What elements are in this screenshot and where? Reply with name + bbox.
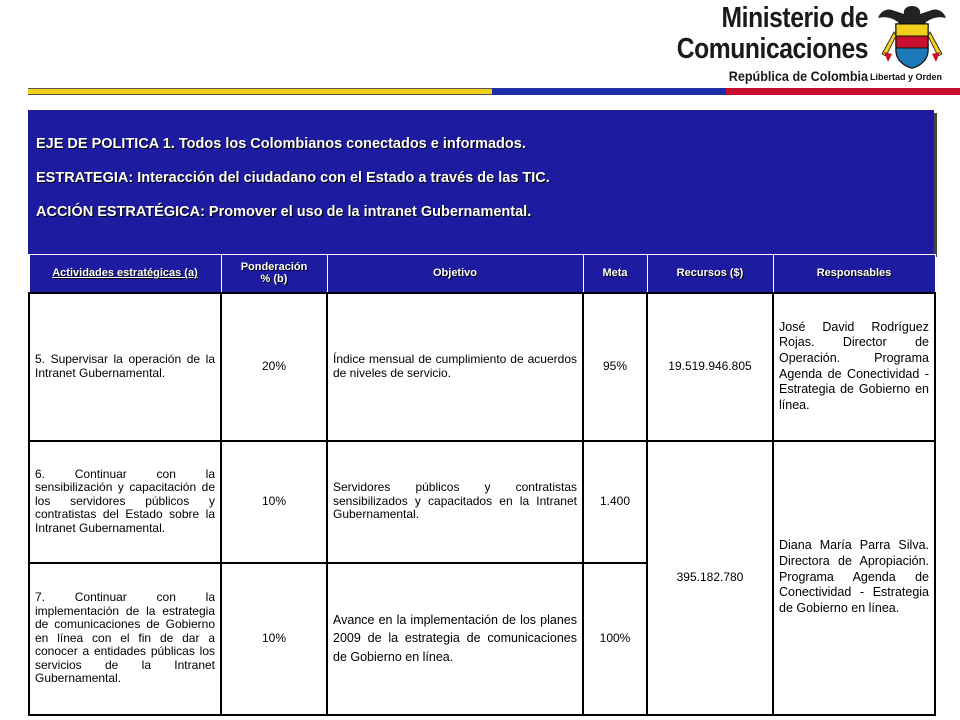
flag-stripe-blue [492, 88, 726, 95]
cell-responsables: José David Rodríguez Rojas. Director de Operación. Programa Agenda de Conectividad - Estrategia de Gobierno en línea. [773, 293, 935, 441]
cell-recursos: 19.519.946.805 [647, 293, 773, 441]
cell-actividad: 7. Continuar con la implementación de la estrategia de comunicaciones de Gobierno en línea con el fin de dar a conocer a entidades públicas los servicios de la Intranet Gubernamental. [29, 563, 221, 715]
ministry-title [643, 4, 868, 83]
table-row [29, 441, 935, 563]
ministry-title-line1: Ministerio de [721, 2, 868, 34]
seal-caption: Libertad y Orden [869, 72, 942, 82]
policy-box [28, 110, 934, 254]
cell-objetivo: Índice mensual de cumplimiento de acuerdos de niveles de servicio. [327, 293, 583, 441]
cell-objetivo: Servidores públicos y contratistas sensibilizados y capacitados en la Intranet Gubernamental. [327, 441, 583, 563]
flag-stripe [28, 88, 960, 95]
cell-recursos: 395.182.780 [647, 441, 773, 715]
table-row [29, 293, 935, 441]
cell-responsables: Diana María Parra Silva. Directora de Apropiación. Programa Agenda de Conectividad - Estrategia de Gobierno en línea. [773, 441, 935, 715]
flag-stripe-red [726, 88, 960, 95]
header-ponderacion: Ponderación % (b) [221, 255, 327, 293]
cell-actividad: 6. Continuar con la sensibilización y capacitación de los servidores públicos y contratistas del Estado sobre la Intranet Gubernamental. [29, 441, 221, 563]
cell-meta: 100% [583, 563, 647, 715]
cell-objetivo: Avance en la implementación de los planes 2009 de la estrategia de comunicaciones de Gobierno en línea. [327, 563, 583, 715]
activities-table [28, 254, 936, 716]
policy-accion: ACCIÓN ESTRATÉGICA: Promover el uso de la intranet Gubernamental. [36, 204, 532, 220]
header-recursos: Recursos ($) [647, 255, 773, 293]
header-actividades: Actividades estratégicas (a) [29, 255, 221, 293]
cell-actividad: 5. Supervisar la operación de la Intranet Gubernamental. [29, 293, 221, 441]
cell-ponderacion: 10% [221, 563, 327, 715]
table-header-row [29, 255, 935, 293]
cell-meta: 95% [583, 293, 647, 441]
cell-meta: 1.400 [583, 441, 647, 563]
policy-eje: EJE DE POLITICA 1. Todos los Colombianos conectados e informados. [36, 136, 526, 152]
cell-ponderacion: 20% [221, 293, 327, 441]
ministry-title-line2: Comunicaciones [676, 33, 868, 65]
policy-estrategia: ESTRATEGIA: Interacción del ciudadano con el Estado a través de las TIC. [36, 170, 550, 186]
header-meta: Meta [583, 255, 647, 293]
flag-stripe-yellow [28, 88, 492, 95]
ministry-subtitle: República de Colombia [728, 68, 868, 84]
cell-ponderacion: 10% [221, 441, 327, 563]
header-responsables: Responsables [773, 255, 935, 293]
header-objetivo: Objetivo [327, 255, 583, 293]
